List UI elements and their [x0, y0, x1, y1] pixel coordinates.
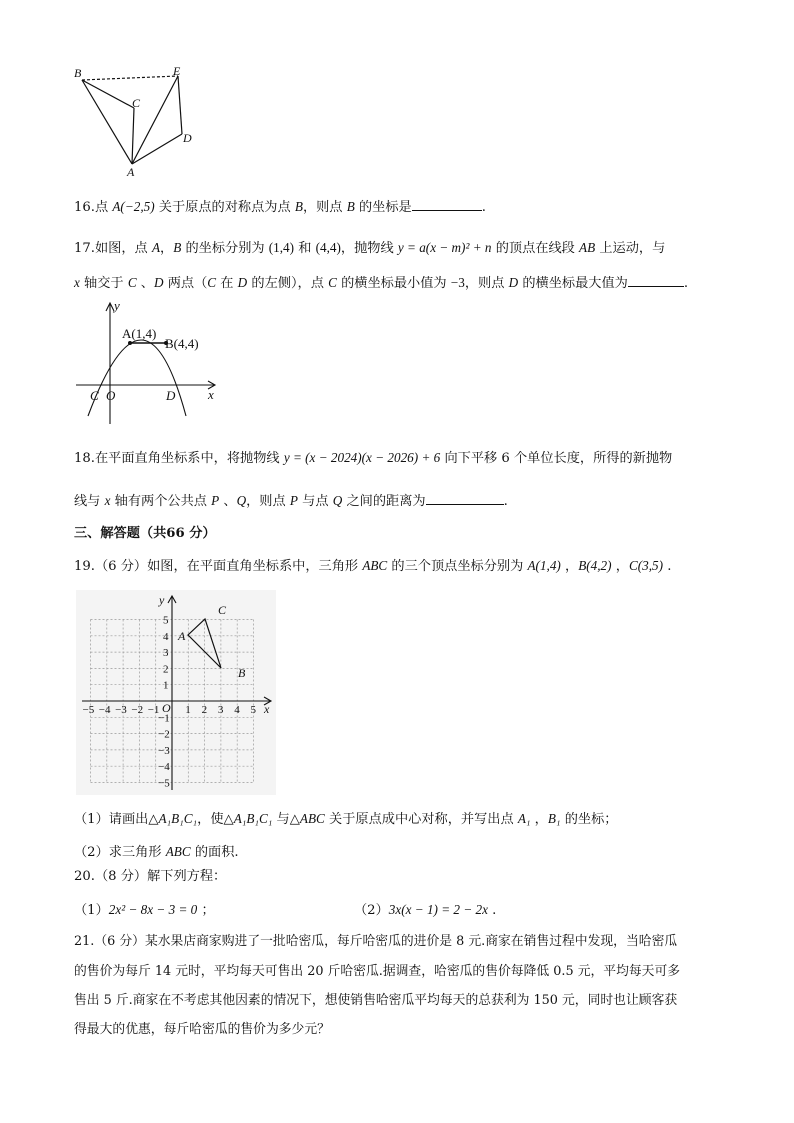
y-tick-label: −5 [158, 777, 170, 790]
point-a [128, 341, 132, 345]
y-tick-label: 3 [163, 647, 169, 660]
parabola-figure [70, 296, 230, 426]
y-tick-label: 4 [163, 630, 169, 643]
x-tick-label: −5 [82, 704, 95, 716]
origin-label: O [106, 388, 116, 403]
y-tick-label: −1 [158, 712, 170, 725]
question-19-intro: 19.（6 分）如图，在平面直角坐标系中，三角形 ABC 的三个顶点坐标分别为 A(1,4) ，B(4,2) ，C(3,5) . [74, 558, 672, 574]
section-3-heading: 三、解答题（共66 分） [74, 526, 216, 541]
label-a-coord: A(1,4) [122, 326, 157, 341]
x-tick-label: 1 [185, 704, 191, 716]
label-c: C [90, 388, 99, 403]
x-tick-label: 4 [234, 704, 240, 716]
y-tick-label: −3 [158, 744, 170, 757]
grid-background [76, 590, 276, 795]
label-a: A [127, 165, 135, 179]
vertex-a-label: A [178, 629, 186, 643]
answer-blank[interactable] [412, 196, 482, 211]
question-16: 16.点 A(−2,5) 关于原点的对称点为点 B，则点 B 的坐标是 . [74, 196, 486, 218]
question-17-line-1: 17.如图，点 A，B 的坐标分别为 (1,4) 和 (4,4)，抛物线 y = a(x − m)² + n 的顶点在线段 AB 上运动，与 [74, 240, 666, 256]
x-axis-label: x [208, 387, 214, 402]
question-18-line-1: 18.在平面直角坐标系中，将抛物线 y = (x − 2024)(x − 2026) + 6 向下平移 6 个单位长度，所得的新抛物 [74, 450, 673, 466]
x-axis-label: x [264, 702, 270, 716]
origin-label: O [162, 701, 171, 715]
x-tick-label: −3 [115, 704, 127, 716]
segment-ed [178, 76, 182, 134]
question-18-line-2: 线与 x 轴有两个公共点 P 、Q，则点 P 与点 Q 之间的距离为 . [74, 490, 508, 512]
answer-blank[interactable] [426, 490, 504, 505]
y-tick-label: 5 [163, 614, 169, 627]
segment-be [82, 76, 178, 80]
answer-blank[interactable] [628, 272, 684, 287]
label-d: D [183, 131, 192, 145]
question-21-line-3: 售出 5 斤.商家在不考虑其他因素的情况下，想使销售哈密瓜平均每天的总获利为 150 元，同时也让顾客获 [74, 993, 678, 1008]
segment-ba [82, 80, 132, 164]
x-tick-label: −1 [147, 704, 160, 716]
label-d: D [166, 388, 176, 403]
y-tick-label: −2 [158, 728, 170, 741]
question-21-line-2: 的售价为每斤 14 元时，平均每天可售出 20 斤哈密瓜.据调查，哈密瓜的售价每降低 0.5 元，平均每天可多 [74, 964, 681, 979]
x-tick-label: 2 [201, 704, 208, 716]
coordinate-grid-figure [76, 590, 276, 795]
x-tick-label: 3 [217, 704, 224, 716]
vertex-b-label: B [238, 666, 246, 680]
x-tick-label: 5 [250, 704, 256, 716]
vertex-c-label: C [218, 603, 227, 617]
question-19-part-2: （2）求三角形 ABC 的面积. [74, 844, 239, 860]
y-tick-label: 2 [163, 663, 169, 676]
x-tick-label: −4 [98, 704, 111, 716]
y-axis-label: y [159, 593, 165, 607]
label-b-coord: B(4,4) [165, 336, 199, 351]
question-21-line-4: 得最大的优惠，每斤哈密瓜的售价为多少元？ [74, 1022, 330, 1037]
y-tick-label: 1 [163, 679, 169, 692]
label-b: B [74, 66, 82, 80]
label-e: E [173, 64, 181, 78]
y-axis-label: y [114, 298, 120, 313]
label-c: C [132, 96, 141, 110]
segment-ca [132, 108, 134, 164]
y-tick-label: −4 [158, 761, 170, 774]
question-17-line-2: x 轴交于 C 、D 两点（C 在 D 的左侧），点 C 的横坐标最小值为 −3，则点 D 的横坐标最大值为 . [74, 272, 688, 294]
question-21-line-1: 21.（6 分）某水果店商家购进了一批哈密瓜，每斤哈密瓜的进价是 8 元.商家在销售过程中发现，当哈密瓜 [74, 934, 678, 949]
x-tick-label: −2 [131, 704, 144, 716]
geometry-figure-abcde [70, 62, 200, 180]
question-20-part-1: （1）2x² − 8x − 3 = 0 ； [74, 902, 215, 918]
parabola-curve [88, 340, 186, 416]
question-20-part-2: （2）3x(x − 1) = 2 − 2x . [354, 902, 497, 918]
question-19-part-1: （1）请画出△A₁B₁C₁，使△A₁B₁C₁ 与△ABC 关于原点成中心对称，并写出点 A₁ ，B₁ 的坐标； [74, 811, 618, 827]
question-20-heading: 20.（8 分）解下列方程： [74, 869, 227, 884]
